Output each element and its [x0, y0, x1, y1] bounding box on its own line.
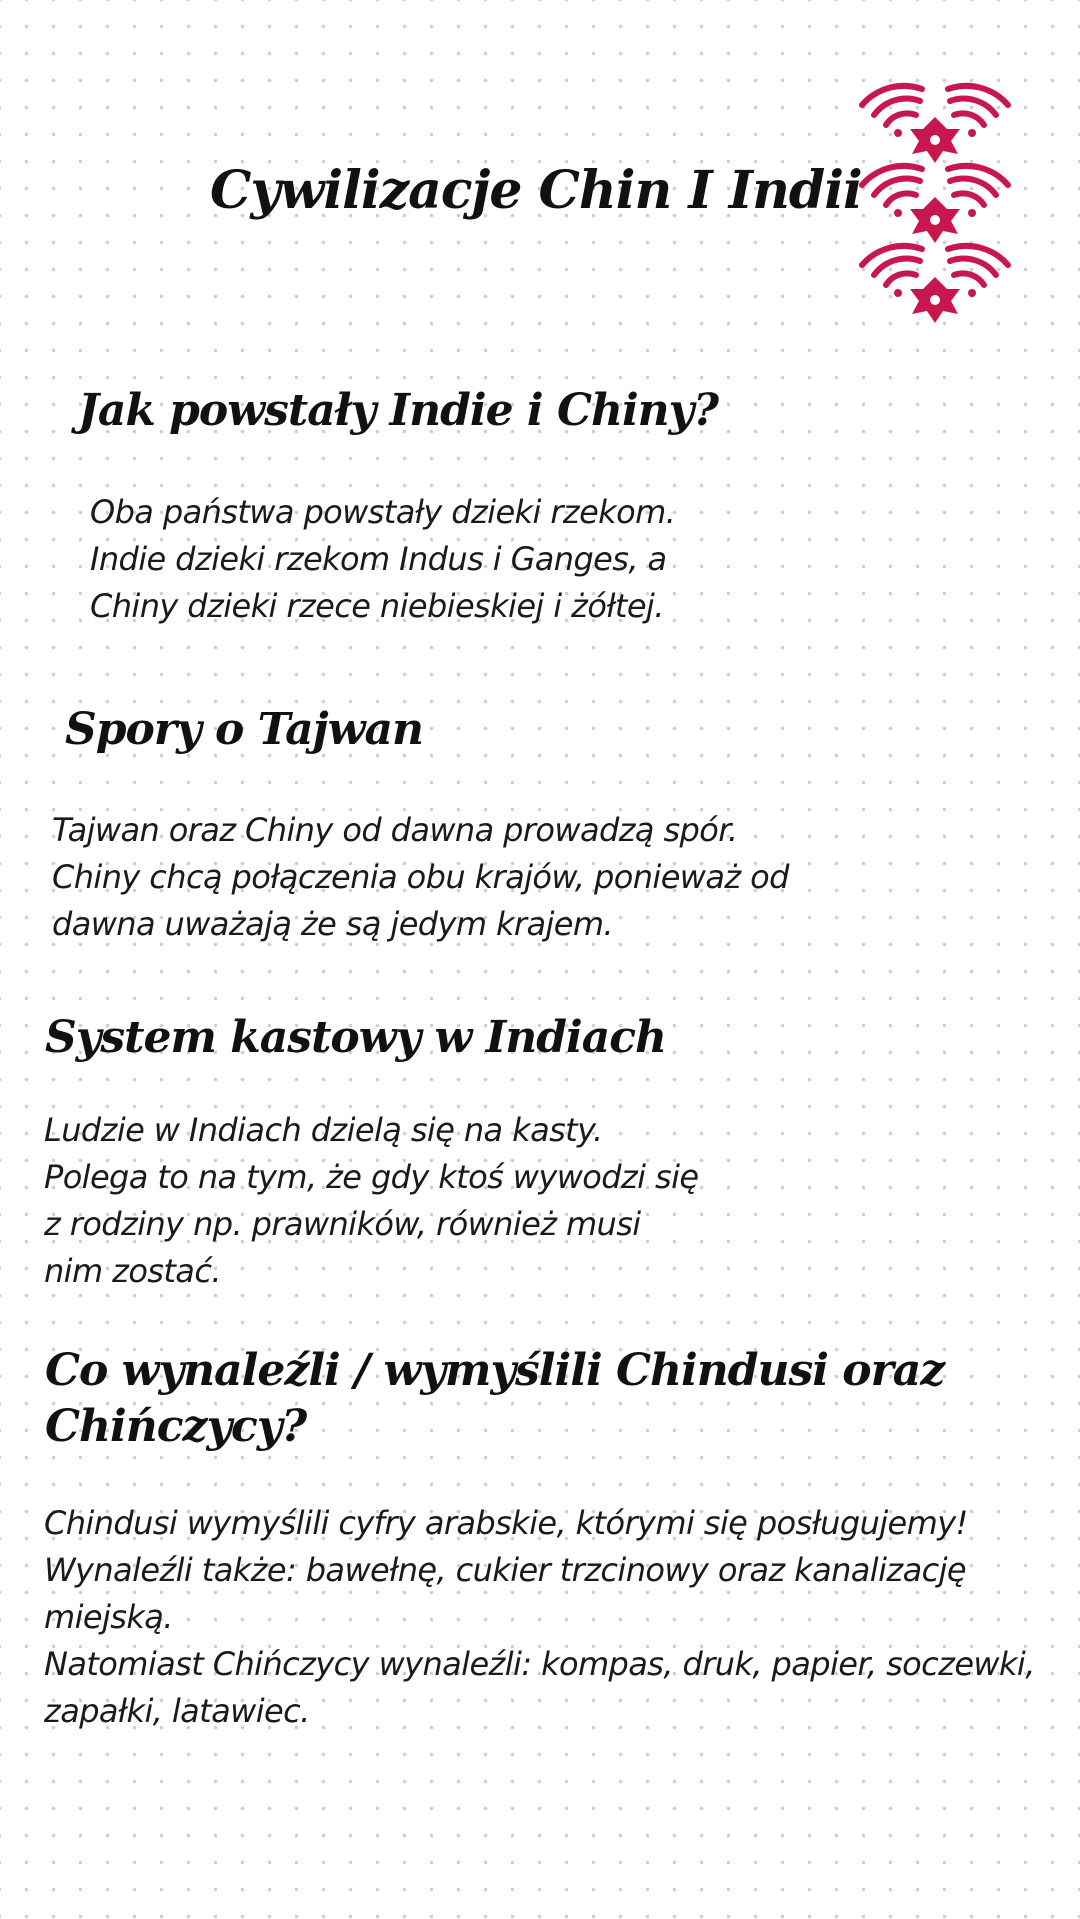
text-line: Natomiast Chińczycy wynaleźli: kompas, druk, papier, soczewki,	[44, 1645, 1035, 1683]
wifi-flower-ornament-icon	[850, 75, 1020, 325]
text-line: z rodziny np. prawników, również musi	[44, 1205, 641, 1243]
section-heading-caste-system: System kastowy w Indiach	[45, 1012, 667, 1063]
text-line: Oba państwa powstały dzieki rzekom.	[90, 493, 676, 531]
text-line: Chiny chcą połączenia obu krajów, ponieważ od	[52, 858, 789, 896]
text-line: Ludzie w Indiach dzielą się na kasty.	[44, 1111, 603, 1149]
text-line: dawna uważają że są jedym krajem.	[52, 905, 613, 943]
section-text-origins	[90, 489, 675, 630]
text-line: nim zostać.	[44, 1252, 221, 1290]
text-line: Wynaleźli także: bawełnę, cukier trzcinowy oraz kanalizację	[44, 1551, 966, 1589]
text-line: Indie dzieki rzekom Indus i Ganges, a	[90, 540, 667, 578]
section-text-caste-system	[44, 1107, 698, 1295]
section-heading-taiwan: Spory o Tajwan	[65, 704, 423, 755]
text-line: zapałki, latawiec.	[44, 1692, 310, 1730]
text-line: Chindusi wymyślili cyfry arabskie, którymi się posługujemy!	[44, 1504, 968, 1542]
page-title: Cywilizacje Chin I Indii	[210, 160, 862, 221]
text-line: Polega to na tym, że gdy ktoś wywodzi się	[44, 1158, 699, 1196]
section-heading-inventions	[45, 1343, 945, 1455]
text-line: Chiny dzieki rzece niebieskiej i żółtej.	[90, 587, 664, 625]
text-line: miejską.	[44, 1598, 173, 1636]
heading-line: Co wynaleźli / wymyślili Chindusi oraz	[45, 1345, 945, 1396]
section-text-taiwan	[52, 807, 789, 948]
section-text-inventions	[44, 1500, 1035, 1735]
text-line: Tajwan oraz Chiny od dawna prowadzą spór.	[52, 811, 738, 849]
heading-line: Chińczycy?	[45, 1401, 307, 1452]
section-heading-origins: Jak powstały Indie i Chiny?	[78, 385, 719, 436]
